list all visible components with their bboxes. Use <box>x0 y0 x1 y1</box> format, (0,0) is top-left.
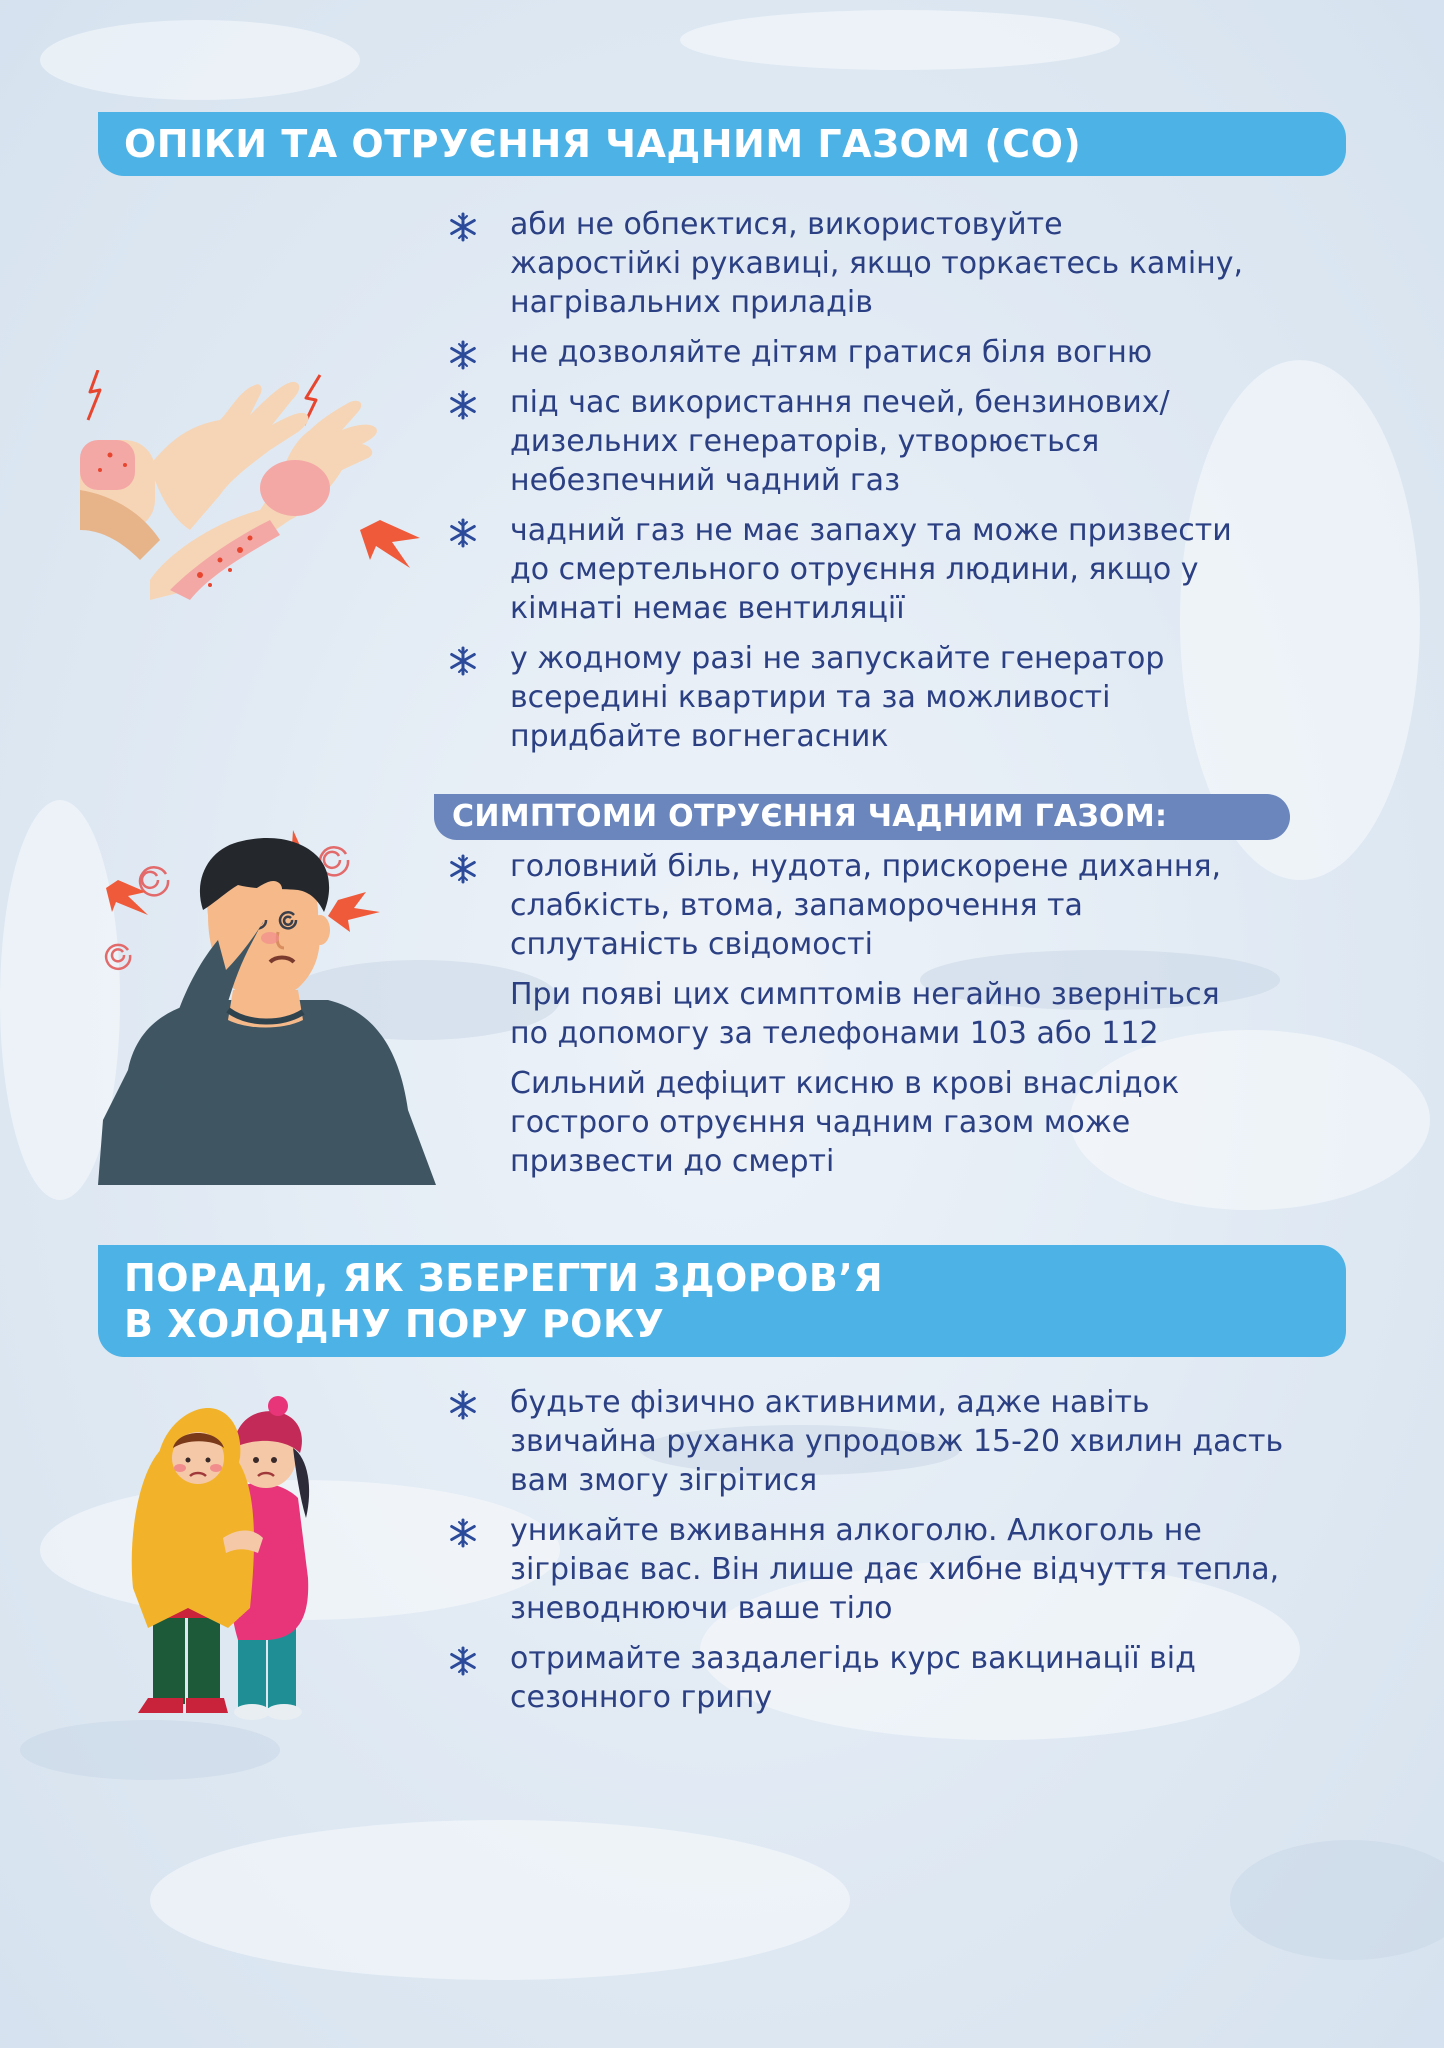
list-item-line: небезпечний чадний газ <box>510 463 901 498</box>
symptoms-section-title: СИМПТОМИ ОТРУЄННЯ ЧАДНИМ ГАЗОМ: <box>434 794 1290 840</box>
snowflake-icon <box>448 854 478 884</box>
list-item <box>448 205 1243 322</box>
list-item-line: чадний газ не має запаху та може призвести <box>510 513 1232 548</box>
burned-hands-illustration <box>80 370 420 600</box>
list-item-line: жаростійкі рукавиці, якщо торкаєтесь каміну, <box>510 246 1244 281</box>
snowflake-icon <box>448 646 478 676</box>
list-item <box>448 1639 1283 1717</box>
list-item-line: вам змогу зігрітися <box>510 1463 818 1498</box>
list-item-line: у жодному разі не запускайте генератор <box>510 641 1165 676</box>
health-title-line: В ХОЛОДНУ ПОРУ РОКУ <box>124 1302 665 1346</box>
list-item-line: не дозволяйте дітям гратися біля вогню <box>510 335 1153 370</box>
list-item-line: аби не обпектися, використовуйте <box>510 207 1063 242</box>
health-section-title <box>98 1245 1346 1357</box>
list-item <box>448 1511 1283 1628</box>
list-item <box>448 847 1221 964</box>
snowflake-icon <box>448 340 478 370</box>
list-item <box>448 333 1243 372</box>
snowflake-icon <box>448 1390 478 1420</box>
list-item-line: сезонного грипу <box>510 1680 773 1715</box>
list-item-line: уникайте вживання алкоголю. Алкоголь не <box>510 1513 1202 1548</box>
list-item-line: зігріває вас. Він лише дає хибне відчуття тепла, <box>510 1552 1280 1587</box>
burns-section-title: ОПІКИ ТА ОТРУЄННЯ ЧАДНИМ ГАЗОМ (СО) <box>98 112 1346 176</box>
list-item-line: головний біль, нудота, прискорене дихання, <box>510 849 1222 884</box>
list-item-line: всередині квартири та за можливості <box>510 680 1111 715</box>
snowflake-icon <box>448 390 478 420</box>
list-item-line: отримайте заздалегідь курс вакцинації від <box>510 1641 1196 1676</box>
list-item-line: нагрівальних приладів <box>510 285 873 320</box>
man-headache-illustration <box>98 820 438 1185</box>
list-item-line: під час використання печей, бензинових/ <box>510 385 1170 420</box>
list-item-line: Сильний дефіцит кисню в крові внаслідок <box>510 1066 1180 1101</box>
list-item-line: призвести до смерті <box>510 1144 835 1179</box>
list-item-line: сплутаність свідомості <box>510 927 873 962</box>
list-item-line: придбайте вогнегасник <box>510 719 889 754</box>
list-item <box>448 975 1221 1053</box>
list-item <box>448 1064 1221 1181</box>
list-item-line: кімнаті немає вентиляції <box>510 591 905 626</box>
list-item-line: будьте фізично активними, адже навіть <box>510 1385 1150 1420</box>
symptoms-list <box>448 847 1221 1181</box>
list-item <box>448 383 1243 500</box>
snowflake-icon <box>448 518 478 548</box>
list-item-line: по допомогу за телефонами 103 або 112 <box>510 1016 1159 1051</box>
list-item-line: дизельних генераторів, утворюється <box>510 424 1100 459</box>
list-item <box>448 1383 1283 1500</box>
health-title-line: ПОРАДИ, ЯК ЗБЕРЕГТИ ЗДОРОВ’Я <box>124 1256 884 1300</box>
list-item-line: слабкість, втома, запаморочення та <box>510 888 1083 923</box>
snowflake-icon <box>448 212 478 242</box>
burns-advice-list <box>448 205 1243 756</box>
list-item-line: При появі цих симптомів негайно зверніться <box>510 977 1220 1012</box>
list-item-line: зневоднюючи ваше тіло <box>510 1591 893 1626</box>
health-advice-list <box>448 1383 1283 1717</box>
list-item-line: звичайна руханка упродовж 15-20 хвилин дасть <box>510 1424 1284 1459</box>
list-item-line: гострого отруєння чадним газом може <box>510 1105 1131 1140</box>
snowflake-icon <box>448 1646 478 1676</box>
list-item <box>448 639 1243 756</box>
list-item <box>448 511 1243 628</box>
cold-children-illustration <box>128 1378 348 1726</box>
list-item-line: до смертельного отруєння людини, якщо у <box>510 552 1199 587</box>
snowflake-icon <box>448 1518 478 1548</box>
